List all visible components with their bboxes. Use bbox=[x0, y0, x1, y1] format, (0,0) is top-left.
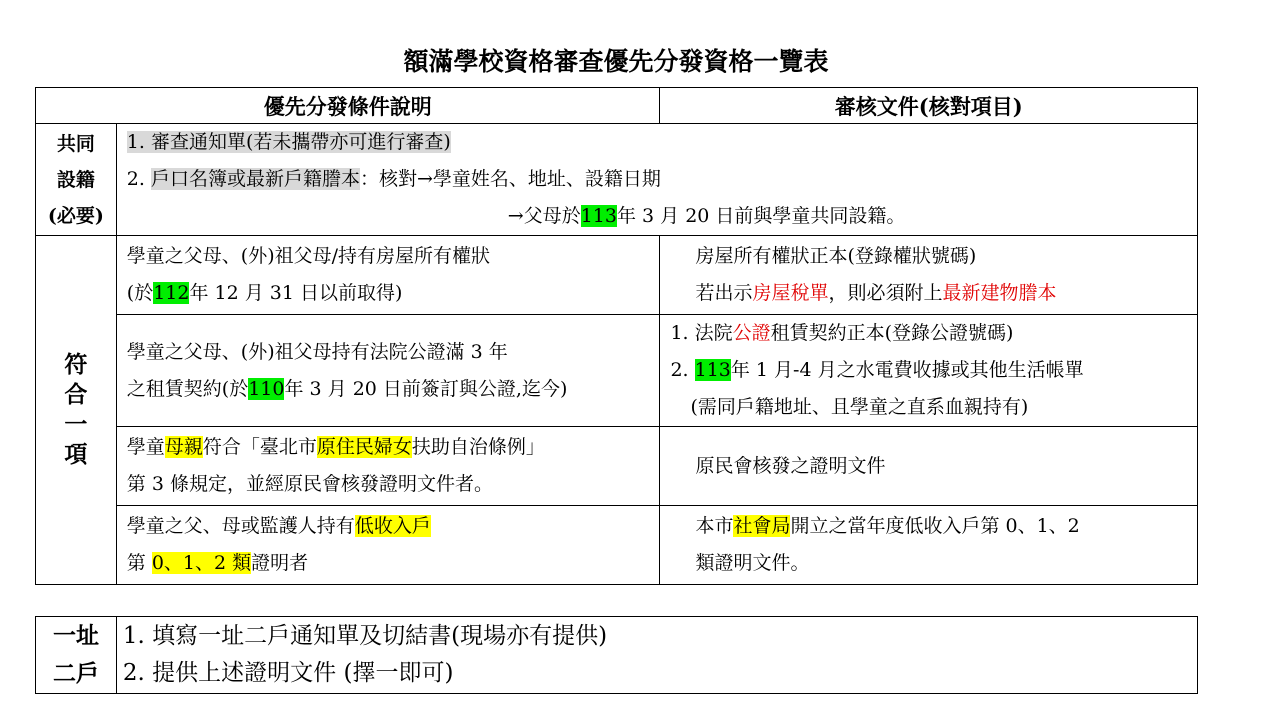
one-address-two-households-label bbox=[36, 617, 117, 694]
header-documents: 審核文件(核對項目) bbox=[660, 88, 1198, 124]
label-line: (必要) bbox=[47, 204, 104, 227]
text: 之租賃契約(於 bbox=[126, 377, 249, 400]
eligibility-table bbox=[35, 87, 1198, 585]
label-line: 一址 bbox=[52, 622, 99, 649]
text: (於 bbox=[126, 282, 154, 304]
text: 證明者 bbox=[251, 552, 309, 574]
yellow-highlight: 母親 bbox=[164, 436, 203, 458]
bottom-item-1: 1. 填寫一址二戶通知單及切結書(現場亦有提供) bbox=[122, 623, 608, 649]
condition-row-property bbox=[36, 236, 1198, 315]
common-residency-content bbox=[116, 124, 1197, 236]
one-address-two-households-table bbox=[35, 616, 1198, 694]
text: 年 1 月-4 月之水電費收據或其他生活帳單 bbox=[730, 359, 1084, 381]
condition-row-lease bbox=[36, 315, 1198, 427]
household-register-text: 戶口名簿或最新戶籍謄本 bbox=[150, 168, 360, 190]
text-line bbox=[660, 508, 1197, 545]
text-line: 類證明文件。 bbox=[695, 552, 810, 574]
text: 學童之父、母或監護人持有 bbox=[126, 515, 355, 537]
low-income-condition bbox=[116, 506, 660, 585]
condition-row-low-income bbox=[36, 506, 1198, 585]
text: 租賃契約正本(登錄公證號碼) bbox=[770, 322, 1014, 344]
indigenous-condition bbox=[116, 427, 660, 506]
text-line bbox=[117, 429, 660, 466]
low-income-documents bbox=[660, 506, 1198, 585]
red-text: 最新建物謄本 bbox=[942, 282, 1057, 304]
text: 開立之當年度低收入戶第 0、1、2 bbox=[790, 515, 1080, 537]
year-highlight: 110 bbox=[248, 377, 285, 400]
year-highlight: 113 bbox=[694, 359, 731, 381]
lease-documents bbox=[660, 315, 1198, 427]
text: 年 3 月 20 日前簽訂與公證,迄今) bbox=[284, 377, 568, 400]
header-conditions: 優先分發條件說明 bbox=[36, 88, 660, 124]
text-line: 學童之父母、(外)祖父母/持有房屋所有權狀 bbox=[126, 245, 491, 267]
match-one-label bbox=[36, 236, 117, 585]
common-item-3 bbox=[117, 198, 1197, 235]
verify-items-text: ：核對→學童姓名、地址、設籍日期 bbox=[359, 168, 661, 190]
text-line bbox=[117, 508, 660, 545]
label-char: 符 bbox=[64, 351, 88, 378]
text: 本市 bbox=[695, 515, 734, 537]
header-row bbox=[36, 88, 1198, 124]
label-char: 一 bbox=[64, 411, 88, 438]
text: 學童 bbox=[126, 436, 165, 458]
label-char: 項 bbox=[64, 441, 88, 468]
text-line bbox=[117, 371, 660, 408]
bottom-row bbox=[36, 617, 1198, 694]
red-text: 公證 bbox=[732, 322, 771, 344]
review-notice-text: 1. 審查通知單(若未攜帶亦可進行審查) bbox=[126, 131, 451, 153]
label-line: 二戶 bbox=[52, 660, 99, 687]
yellow-highlight: 原住民婦女 bbox=[316, 436, 412, 458]
label-line: 設籍 bbox=[56, 168, 95, 191]
text: ，則必須附上 bbox=[828, 282, 943, 304]
common-residency-row bbox=[36, 124, 1198, 236]
text: 若出示 bbox=[695, 282, 753, 304]
bottom-content bbox=[116, 617, 1197, 694]
text-line bbox=[117, 545, 660, 582]
year-highlight: 113 bbox=[580, 205, 617, 227]
text: 年 3 月 20 日前與學童共同設籍。 bbox=[616, 205, 906, 227]
text-line bbox=[660, 315, 1197, 352]
item-number: 2. bbox=[126, 168, 151, 190]
page-title: 額滿學校資格審查優先分發資格一覽表 bbox=[403, 47, 829, 76]
text-line bbox=[117, 275, 660, 312]
text: 符合「臺北市 bbox=[202, 436, 317, 458]
text-line: 學童之父母、(外)祖父母持有法院公證滿 3 年 bbox=[126, 340, 508, 363]
common-item-1 bbox=[117, 124, 1197, 161]
lease-condition bbox=[116, 315, 660, 427]
red-text: 房屋稅單 bbox=[752, 282, 829, 304]
property-condition bbox=[116, 236, 660, 315]
text-line bbox=[660, 275, 1197, 312]
text-line: (需同戶籍地址、且學童之直系血親持有) bbox=[690, 396, 1029, 418]
text: 2. bbox=[670, 359, 695, 381]
text: 年 12 月 31 日以前取得) bbox=[189, 282, 403, 304]
text-line bbox=[660, 352, 1197, 389]
property-documents bbox=[660, 236, 1198, 315]
bottom-item-2: 2. 提供上述證明文件 (擇一即可) bbox=[122, 660, 454, 686]
condition-row-indigenous bbox=[36, 427, 1198, 506]
common-item-2 bbox=[117, 161, 1197, 198]
yellow-highlight: 低收入戶 bbox=[354, 515, 431, 537]
label-line: 共同 bbox=[56, 132, 95, 155]
year-highlight: 112 bbox=[153, 282, 190, 304]
text-line: 第 3 條規定，並經原民會核發證明文件者。 bbox=[126, 473, 493, 495]
yellow-highlight: 社會局 bbox=[733, 515, 791, 537]
text: 扶助自治條例」 bbox=[411, 436, 545, 458]
text-line: 原民會核發之證明文件 bbox=[695, 454, 886, 477]
text: →父母於 bbox=[507, 205, 581, 227]
text: 1. 法院 bbox=[670, 322, 733, 344]
text: 第 bbox=[126, 552, 152, 574]
common-residency-label bbox=[36, 124, 117, 236]
indigenous-documents bbox=[660, 427, 1198, 506]
text-line: 房屋所有權狀正本(登錄權狀號碼) bbox=[695, 245, 977, 267]
label-char: 合 bbox=[64, 381, 88, 408]
yellow-highlight: 0、1、2 類 bbox=[151, 552, 252, 574]
